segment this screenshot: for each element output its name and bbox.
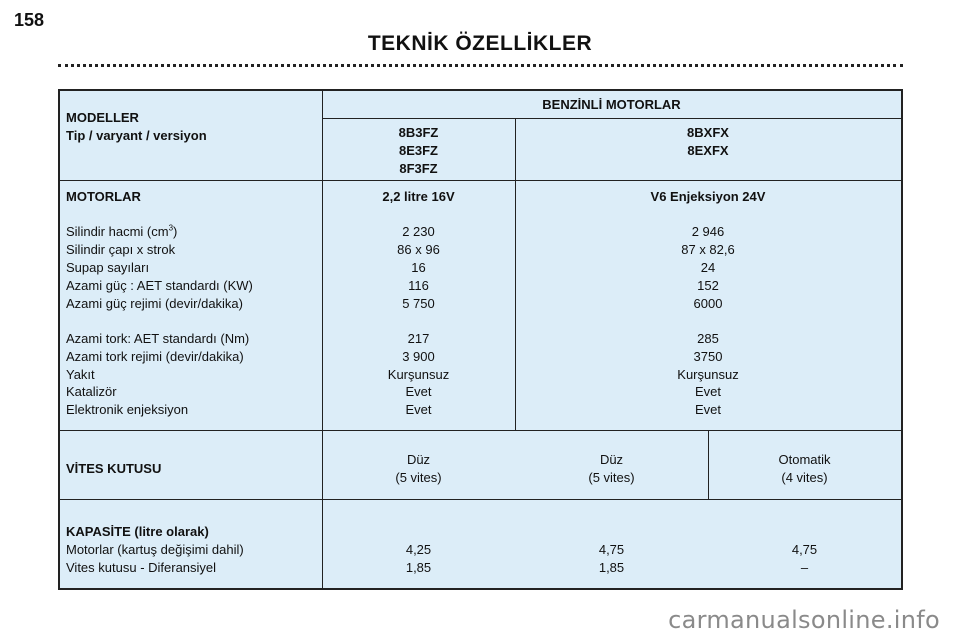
spec-label: Azami güç rejimi (devir/dakika) (66, 296, 243, 311)
spec-value: 2 230 (402, 224, 435, 239)
divider-header (322, 118, 901, 119)
spec-value: 16 (411, 260, 426, 275)
spec-value: Evet (694, 384, 721, 399)
page-title: TEKNİK ÖZELLİKLER (367, 32, 593, 55)
capacity-value: – (800, 560, 809, 575)
capacity-value: 4,75 (598, 542, 625, 557)
spec-label-displacement: Silindir hacmi $(cm^3)$ (66, 223, 178, 239)
spec-value: Evet (405, 402, 432, 417)
capacity-value: 4,75 (791, 542, 818, 557)
models-subheading: Tip / varyant / versiyon (66, 128, 207, 143)
spec-table (58, 89, 903, 590)
divider-gearbox (60, 499, 901, 500)
model-code: 8F3FZ (399, 161, 438, 176)
engine-name: V6 Enjeksiyon 24V (650, 189, 766, 204)
engine-name: 2,2 litre 16V (382, 189, 455, 204)
engine-group-header: BENZİNLİ MOTORLAR (542, 97, 681, 112)
gearbox-value: Otomatik (778, 452, 831, 467)
gearbox-value: Düz (599, 452, 624, 467)
spec-label: Elektronik enjeksiyon (66, 402, 189, 417)
spec-value: 3 900 (402, 349, 435, 364)
page-number: 158 (14, 10, 45, 30)
capacity-value: 4,25 (405, 542, 432, 557)
divider-engines (60, 430, 901, 431)
spec-value: 2 946 (691, 224, 725, 239)
models-heading: MODELLER (66, 110, 139, 125)
spec-label: Azami güç : AET standardı (KW) (66, 278, 253, 293)
spec-value: 24 (700, 260, 716, 275)
spec-label: Motorlar (kartuş değişimi dahil) (66, 542, 244, 557)
gearbox-value: (5 vites) (395, 470, 442, 485)
gearbox-value: (4 vites) (781, 470, 828, 485)
capacity-value: 1,85 (405, 560, 432, 575)
spec-value: 6000 (693, 296, 723, 311)
model-code: 8E3FZ (398, 143, 438, 158)
gearbox-value: (5 vites) (588, 470, 635, 485)
watermark: carmanualsonline.info (668, 606, 940, 634)
spec-label: Yakıt (66, 367, 95, 382)
spec-value: 87 x 82,6 (681, 242, 735, 257)
model-code: 8B3FZ (398, 125, 439, 140)
spec-value: Evet (694, 402, 721, 417)
engines-heading: MOTORLAR (66, 189, 141, 204)
spec-value: 152 (697, 278, 719, 293)
model-code: 8BXFX (687, 125, 729, 140)
spec-value: 3750 (693, 349, 723, 364)
spec-label: Supap sayıları (66, 260, 150, 275)
spec-label: Azami tork: AET standardı (Nm) (66, 331, 250, 346)
spec-value: Kurşunsuz (387, 367, 450, 382)
spec-value: 116 (408, 278, 429, 293)
spec-value: 217 (407, 331, 430, 346)
divider-models (60, 180, 901, 181)
capacity-heading: KAPASİTE (litre olarak) (66, 524, 209, 539)
model-code: 8EXFX (687, 143, 729, 158)
gearbox-heading: VİTES KUTUSU (66, 461, 162, 476)
spec-value: 86 x 96 (397, 242, 440, 257)
spec-value: Kurşunsuz (677, 367, 739, 382)
spec-value: 5 750 (402, 296, 435, 311)
spec-label: Katalizör (66, 384, 117, 399)
spec-label: Vites kutusu - Diferansiyel (66, 560, 217, 575)
spec-label: Silindir çapı x strok (66, 242, 176, 257)
spec-label: Azami tork rejimi (devir/dakika) (66, 349, 244, 364)
dotted-divider (58, 64, 903, 67)
spec-value: 285 (697, 331, 719, 346)
gearbox-value: Düz (406, 452, 431, 467)
capacity-value: 1,85 (598, 560, 625, 575)
spec-value: Evet (405, 384, 432, 399)
